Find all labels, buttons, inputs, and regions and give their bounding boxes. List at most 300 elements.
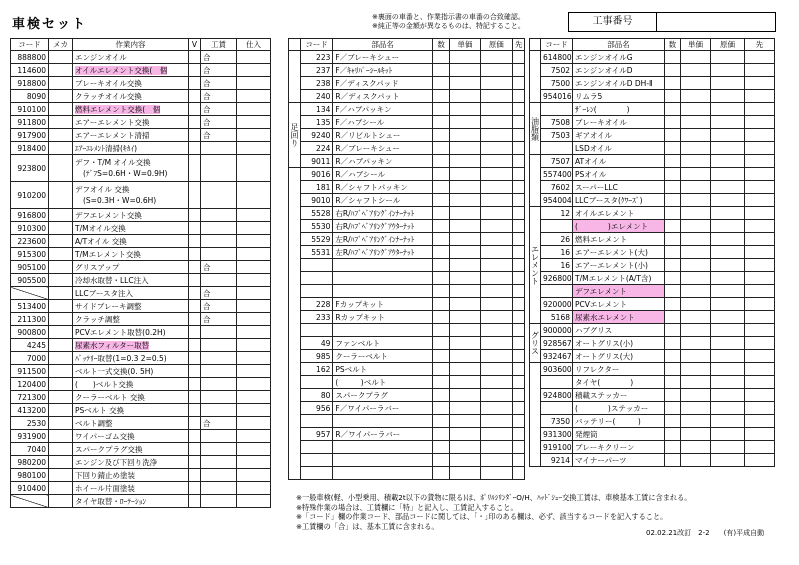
qty-cell[interactable] xyxy=(432,259,449,272)
koji-number-box[interactable] xyxy=(568,12,776,32)
unit-price-cell[interactable] xyxy=(450,51,480,64)
cost-cell[interactable] xyxy=(711,441,745,454)
labor-cell[interactable] xyxy=(201,142,237,155)
dest-cell[interactable] xyxy=(513,285,525,298)
purchase-cell[interactable] xyxy=(237,129,271,142)
unit-price-cell[interactable] xyxy=(681,207,711,220)
dest-cell[interactable] xyxy=(513,363,525,376)
dest-cell[interactable] xyxy=(513,51,525,64)
labor-cell[interactable]: 合 xyxy=(201,51,237,64)
dest-cell[interactable] xyxy=(745,246,775,259)
qty-cell[interactable] xyxy=(432,298,449,311)
v-cell[interactable] xyxy=(189,222,201,235)
dest-cell[interactable] xyxy=(745,311,775,324)
mech-cell[interactable] xyxy=(49,261,73,274)
unit-price-cell[interactable] xyxy=(681,324,711,337)
unit-price-cell[interactable] xyxy=(681,454,711,467)
purchase-cell[interactable] xyxy=(237,287,271,300)
v-cell[interactable] xyxy=(189,339,201,352)
cost-cell[interactable] xyxy=(480,415,512,428)
code-cell[interactable]: 7508 xyxy=(541,116,573,129)
code-cell[interactable] xyxy=(541,402,573,415)
qty-cell[interactable] xyxy=(665,77,681,90)
unit-price-cell[interactable] xyxy=(681,142,711,155)
dest-cell[interactable] xyxy=(745,441,775,454)
code-cell[interactable]: 9240 xyxy=(300,129,332,142)
cost-cell[interactable] xyxy=(480,103,512,116)
mech-cell[interactable] xyxy=(49,51,73,64)
code-cell[interactable]: 911800 xyxy=(11,116,49,129)
labor-cell[interactable] xyxy=(201,469,237,482)
qty-cell[interactable] xyxy=(432,90,449,103)
unit-price-cell[interactable] xyxy=(450,220,480,233)
code-cell[interactable]: 924800 xyxy=(541,389,573,402)
purchase-cell[interactable] xyxy=(237,456,271,469)
qty-cell[interactable] xyxy=(665,259,681,272)
qty-cell[interactable] xyxy=(432,103,449,116)
code-cell[interactable]: 223600 xyxy=(11,235,49,248)
code-cell[interactable]: 900800 xyxy=(11,326,49,339)
code-cell[interactable]: 7507 xyxy=(541,155,573,168)
v-cell[interactable] xyxy=(189,77,201,90)
cost-cell[interactable] xyxy=(480,454,512,467)
code-cell[interactable]: 918800 xyxy=(11,77,49,90)
mech-cell[interactable] xyxy=(49,326,73,339)
cost-cell[interactable] xyxy=(711,142,745,155)
v-cell[interactable] xyxy=(189,90,201,103)
code-cell[interactable]: 238 xyxy=(300,77,332,90)
purchase-cell[interactable] xyxy=(237,64,271,77)
v-cell[interactable] xyxy=(189,326,201,339)
labor-cell[interactable]: 合 xyxy=(201,64,237,77)
purchase-cell[interactable] xyxy=(237,103,271,116)
unit-price-cell[interactable] xyxy=(681,363,711,376)
cost-cell[interactable] xyxy=(711,428,745,441)
code-cell[interactable]: 954004 xyxy=(541,194,573,207)
cost-cell[interactable] xyxy=(711,376,745,389)
unit-price-cell[interactable] xyxy=(681,428,711,441)
code-cell[interactable]: 9016 xyxy=(300,168,332,181)
qty-cell[interactable] xyxy=(432,155,449,168)
v-cell[interactable] xyxy=(189,352,201,365)
labor-cell[interactable] xyxy=(201,430,237,443)
dest-cell[interactable] xyxy=(513,181,525,194)
qty-cell[interactable] xyxy=(432,402,449,415)
cost-cell[interactable] xyxy=(480,116,512,129)
cost-cell[interactable] xyxy=(711,298,745,311)
cost-cell[interactable] xyxy=(480,311,512,324)
mech-cell[interactable] xyxy=(49,235,73,248)
dest-cell[interactable] xyxy=(513,337,525,350)
unit-price-cell[interactable] xyxy=(681,298,711,311)
code-cell[interactable]: 614800 xyxy=(541,51,573,64)
cost-cell[interactable] xyxy=(480,77,512,90)
purchase-cell[interactable] xyxy=(237,391,271,404)
purchase-cell[interactable] xyxy=(237,365,271,378)
code-cell[interactable]: 915300 xyxy=(11,248,49,261)
labor-cell[interactable] xyxy=(201,235,237,248)
cost-cell[interactable] xyxy=(711,129,745,142)
labor-cell[interactable] xyxy=(201,209,237,222)
mech-cell[interactable] xyxy=(49,300,73,313)
purchase-cell[interactable] xyxy=(237,209,271,222)
cost-cell[interactable] xyxy=(480,428,512,441)
labor-cell[interactable]: 合 xyxy=(201,300,237,313)
cost-cell[interactable] xyxy=(711,90,745,103)
qty-cell[interactable] xyxy=(665,402,681,415)
code-cell[interactable]: 16 xyxy=(541,246,573,259)
labor-cell[interactable] xyxy=(201,222,237,235)
unit-price-cell[interactable] xyxy=(681,311,711,324)
purchase-cell[interactable] xyxy=(237,274,271,287)
dest-cell[interactable] xyxy=(513,350,525,363)
code-cell[interactable]: 237 xyxy=(300,64,332,77)
code-cell[interactable]: 5531 xyxy=(300,246,332,259)
unit-price-cell[interactable] xyxy=(450,155,480,168)
unit-price-cell[interactable] xyxy=(450,64,480,77)
v-cell[interactable] xyxy=(189,430,201,443)
dest-cell[interactable] xyxy=(513,441,525,454)
dest-cell[interactable] xyxy=(513,428,525,441)
mech-cell[interactable] xyxy=(49,482,73,495)
dest-cell[interactable] xyxy=(745,337,775,350)
v-cell[interactable] xyxy=(189,274,201,287)
v-cell[interactable] xyxy=(189,142,201,155)
cost-cell[interactable] xyxy=(480,259,512,272)
dest-cell[interactable] xyxy=(513,207,525,220)
qty-cell[interactable] xyxy=(665,428,681,441)
qty-cell[interactable] xyxy=(665,116,681,129)
code-cell[interactable] xyxy=(300,324,332,337)
purchase-cell[interactable] xyxy=(237,77,271,90)
labor-cell[interactable] xyxy=(201,495,237,508)
unit-price-cell[interactable] xyxy=(450,103,480,116)
cost-cell[interactable] xyxy=(480,142,512,155)
qty-cell[interactable] xyxy=(432,142,449,155)
mech-cell[interactable] xyxy=(49,469,73,482)
cost-cell[interactable] xyxy=(480,376,512,389)
dest-cell[interactable] xyxy=(513,64,525,77)
qty-cell[interactable] xyxy=(665,363,681,376)
v-cell[interactable] xyxy=(189,482,201,495)
qty-cell[interactable] xyxy=(432,51,449,64)
dest-cell[interactable] xyxy=(513,298,525,311)
labor-cell[interactable]: 合 xyxy=(201,129,237,142)
purchase-cell[interactable] xyxy=(237,313,271,326)
code-cell[interactable]: 7503 xyxy=(541,129,573,142)
labor-cell[interactable] xyxy=(201,155,237,182)
dest-cell[interactable] xyxy=(513,129,525,142)
v-cell[interactable] xyxy=(189,182,201,209)
purchase-cell[interactable] xyxy=(237,182,271,209)
code-cell[interactable] xyxy=(300,441,332,454)
code-cell[interactable]: 557400 xyxy=(541,168,573,181)
unit-price-cell[interactable] xyxy=(450,259,480,272)
cost-cell[interactable] xyxy=(711,194,745,207)
cost-cell[interactable] xyxy=(480,90,512,103)
code-cell[interactable]: 916800 xyxy=(11,209,49,222)
mech-cell[interactable] xyxy=(49,116,73,129)
dest-cell[interactable] xyxy=(745,168,775,181)
cost-cell[interactable] xyxy=(480,298,512,311)
cost-cell[interactable] xyxy=(711,363,745,376)
unit-price-cell[interactable] xyxy=(681,64,711,77)
qty-cell[interactable] xyxy=(665,272,681,285)
code-cell[interactable]: 954016 xyxy=(541,90,573,103)
dest-cell[interactable] xyxy=(513,194,525,207)
code-cell[interactable]: 181 xyxy=(300,181,332,194)
cost-cell[interactable] xyxy=(711,259,745,272)
cost-cell[interactable] xyxy=(711,64,745,77)
code-cell[interactable]: 26 xyxy=(541,233,573,246)
dest-cell[interactable] xyxy=(745,285,775,298)
cost-cell[interactable] xyxy=(480,350,512,363)
mech-cell[interactable] xyxy=(49,352,73,365)
dest-cell[interactable] xyxy=(745,324,775,337)
labor-cell[interactable] xyxy=(201,274,237,287)
code-cell[interactable] xyxy=(541,103,573,116)
mech-cell[interactable] xyxy=(49,404,73,417)
unit-price-cell[interactable] xyxy=(450,272,480,285)
v-cell[interactable] xyxy=(189,404,201,417)
mech-cell[interactable] xyxy=(49,495,73,508)
labor-cell[interactable] xyxy=(201,182,237,209)
cost-cell[interactable] xyxy=(711,220,745,233)
code-cell[interactable] xyxy=(11,287,49,300)
v-cell[interactable] xyxy=(189,417,201,430)
code-cell[interactable] xyxy=(300,272,332,285)
dest-cell[interactable] xyxy=(745,51,775,64)
v-cell[interactable] xyxy=(189,378,201,391)
qty-cell[interactable] xyxy=(665,194,681,207)
cost-cell[interactable] xyxy=(711,350,745,363)
labor-cell[interactable]: 合 xyxy=(201,77,237,90)
qty-cell[interactable] xyxy=(665,324,681,337)
dest-cell[interactable] xyxy=(513,415,525,428)
code-cell[interactable]: 905100 xyxy=(11,261,49,274)
unit-price-cell[interactable] xyxy=(450,376,480,389)
v-cell[interactable] xyxy=(189,300,201,313)
code-cell[interactable]: 9214 xyxy=(541,454,573,467)
purchase-cell[interactable] xyxy=(237,51,271,64)
unit-price-cell[interactable] xyxy=(681,259,711,272)
qty-cell[interactable] xyxy=(665,181,681,194)
code-cell[interactable]: 926800 xyxy=(541,272,573,285)
dest-cell[interactable] xyxy=(513,155,525,168)
unit-price-cell[interactable] xyxy=(450,363,480,376)
qty-cell[interactable] xyxy=(432,311,449,324)
code-cell[interactable] xyxy=(300,285,332,298)
dest-cell[interactable] xyxy=(745,129,775,142)
unit-price-cell[interactable] xyxy=(450,454,480,467)
mech-cell[interactable] xyxy=(49,287,73,300)
dest-cell[interactable] xyxy=(513,389,525,402)
code-cell[interactable]: 980100 xyxy=(11,469,49,482)
qty-cell[interactable] xyxy=(432,207,449,220)
cost-cell[interactable] xyxy=(711,402,745,415)
dest-cell[interactable] xyxy=(513,376,525,389)
dest-cell[interactable] xyxy=(513,233,525,246)
code-cell[interactable] xyxy=(300,467,332,480)
code-cell[interactable]: 721300 xyxy=(11,391,49,404)
code-cell[interactable]: 911500 xyxy=(11,365,49,378)
dest-cell[interactable] xyxy=(745,389,775,402)
unit-price-cell[interactable] xyxy=(450,428,480,441)
cost-cell[interactable] xyxy=(711,155,745,168)
labor-cell[interactable] xyxy=(201,443,237,456)
cost-cell[interactable] xyxy=(480,194,512,207)
code-cell[interactable]: 5528 xyxy=(300,207,332,220)
code-cell[interactable]: 956 xyxy=(300,402,332,415)
qty-cell[interactable] xyxy=(665,168,681,181)
code-cell[interactable]: 413200 xyxy=(11,404,49,417)
mech-cell[interactable] xyxy=(49,182,73,209)
dest-cell[interactable] xyxy=(513,259,525,272)
v-cell[interactable] xyxy=(189,391,201,404)
unit-price-cell[interactable] xyxy=(450,233,480,246)
qty-cell[interactable] xyxy=(432,363,449,376)
v-cell[interactable] xyxy=(189,261,201,274)
purchase-cell[interactable] xyxy=(237,430,271,443)
code-cell[interactable]: 919100 xyxy=(541,441,573,454)
qty-cell[interactable] xyxy=(432,467,449,480)
code-cell[interactable]: 910100 xyxy=(11,103,49,116)
labor-cell[interactable] xyxy=(201,326,237,339)
dest-cell[interactable] xyxy=(745,298,775,311)
unit-price-cell[interactable] xyxy=(450,246,480,259)
dest-cell[interactable] xyxy=(513,311,525,324)
code-cell[interactable]: 7502 xyxy=(541,64,573,77)
code-cell[interactable]: 932467 xyxy=(541,350,573,363)
code-cell[interactable]: 223 xyxy=(300,51,332,64)
qty-cell[interactable] xyxy=(432,129,449,142)
dest-cell[interactable] xyxy=(513,168,525,181)
qty-cell[interactable] xyxy=(665,311,681,324)
cost-cell[interactable] xyxy=(711,233,745,246)
qty-cell[interactable] xyxy=(432,415,449,428)
purchase-cell[interactable] xyxy=(237,142,271,155)
purchase-cell[interactable] xyxy=(237,378,271,391)
qty-cell[interactable] xyxy=(432,272,449,285)
dest-cell[interactable] xyxy=(745,402,775,415)
unit-price-cell[interactable] xyxy=(681,376,711,389)
v-cell[interactable] xyxy=(189,313,201,326)
code-cell[interactable]: 985 xyxy=(300,350,332,363)
qty-cell[interactable] xyxy=(665,376,681,389)
cost-cell[interactable] xyxy=(480,64,512,77)
dest-cell[interactable] xyxy=(745,259,775,272)
mech-cell[interactable] xyxy=(49,313,73,326)
dest-cell[interactable] xyxy=(745,116,775,129)
code-cell[interactable] xyxy=(541,220,573,233)
cost-cell[interactable] xyxy=(480,324,512,337)
unit-price-cell[interactable] xyxy=(450,441,480,454)
unit-price-cell[interactable] xyxy=(450,350,480,363)
unit-price-cell[interactable] xyxy=(681,285,711,298)
dest-cell[interactable] xyxy=(745,155,775,168)
code-cell[interactable]: 888800 xyxy=(11,51,49,64)
code-cell[interactable]: 910200 xyxy=(11,182,49,209)
labor-cell[interactable]: 合 xyxy=(201,313,237,326)
qty-cell[interactable] xyxy=(665,454,681,467)
dest-cell[interactable] xyxy=(513,324,525,337)
code-cell[interactable]: 917900 xyxy=(11,129,49,142)
unit-price-cell[interactable] xyxy=(450,142,480,155)
code-cell[interactable]: 5530 xyxy=(300,220,332,233)
code-cell[interactable]: 134 xyxy=(300,103,332,116)
cost-cell[interactable] xyxy=(480,181,512,194)
v-cell[interactable] xyxy=(189,248,201,261)
purchase-cell[interactable] xyxy=(237,482,271,495)
v-cell[interactable] xyxy=(189,209,201,222)
unit-price-cell[interactable] xyxy=(681,168,711,181)
unit-price-cell[interactable] xyxy=(681,51,711,64)
mech-cell[interactable] xyxy=(49,456,73,469)
v-cell[interactable] xyxy=(189,51,201,64)
qty-cell[interactable] xyxy=(665,142,681,155)
qty-cell[interactable] xyxy=(432,168,449,181)
code-cell[interactable]: 114600 xyxy=(11,64,49,77)
qty-cell[interactable] xyxy=(432,441,449,454)
code-cell[interactable]: 162 xyxy=(300,363,332,376)
qty-cell[interactable] xyxy=(665,207,681,220)
unit-price-cell[interactable] xyxy=(681,129,711,142)
cost-cell[interactable] xyxy=(711,116,745,129)
cost-cell[interactable] xyxy=(711,337,745,350)
cost-cell[interactable] xyxy=(711,311,745,324)
unit-price-cell[interactable] xyxy=(681,181,711,194)
code-cell[interactable]: 7602 xyxy=(541,181,573,194)
labor-cell[interactable] xyxy=(201,352,237,365)
purchase-cell[interactable] xyxy=(237,417,271,430)
labor-cell[interactable]: 合 xyxy=(201,261,237,274)
dest-cell[interactable] xyxy=(745,181,775,194)
dest-cell[interactable] xyxy=(513,454,525,467)
unit-price-cell[interactable] xyxy=(681,350,711,363)
code-cell[interactable] xyxy=(300,376,332,389)
dest-cell[interactable] xyxy=(513,220,525,233)
qty-cell[interactable] xyxy=(665,51,681,64)
code-cell[interactable]: 12 xyxy=(541,207,573,220)
v-cell[interactable] xyxy=(189,365,201,378)
code-cell[interactable]: 900000 xyxy=(541,324,573,337)
cost-cell[interactable] xyxy=(711,246,745,259)
qty-cell[interactable] xyxy=(665,220,681,233)
code-cell[interactable] xyxy=(300,454,332,467)
dest-cell[interactable] xyxy=(513,77,525,90)
unit-price-cell[interactable] xyxy=(450,168,480,181)
labor-cell[interactable] xyxy=(201,456,237,469)
mech-cell[interactable] xyxy=(49,129,73,142)
dest-cell[interactable] xyxy=(745,77,775,90)
qty-cell[interactable] xyxy=(432,116,449,129)
mech-cell[interactable] xyxy=(49,64,73,77)
unit-price-cell[interactable] xyxy=(450,116,480,129)
cost-cell[interactable] xyxy=(711,389,745,402)
v-cell[interactable] xyxy=(189,103,201,116)
unit-price-cell[interactable] xyxy=(450,298,480,311)
cost-cell[interactable] xyxy=(480,402,512,415)
code-cell[interactable]: 9011 xyxy=(300,155,332,168)
dest-cell[interactable] xyxy=(513,402,525,415)
cost-cell[interactable] xyxy=(711,285,745,298)
unit-price-cell[interactable] xyxy=(450,402,480,415)
qty-cell[interactable] xyxy=(665,155,681,168)
unit-price-cell[interactable] xyxy=(450,77,480,90)
qty-cell[interactable] xyxy=(432,428,449,441)
qty-cell[interactable] xyxy=(665,350,681,363)
dest-cell[interactable] xyxy=(513,246,525,259)
